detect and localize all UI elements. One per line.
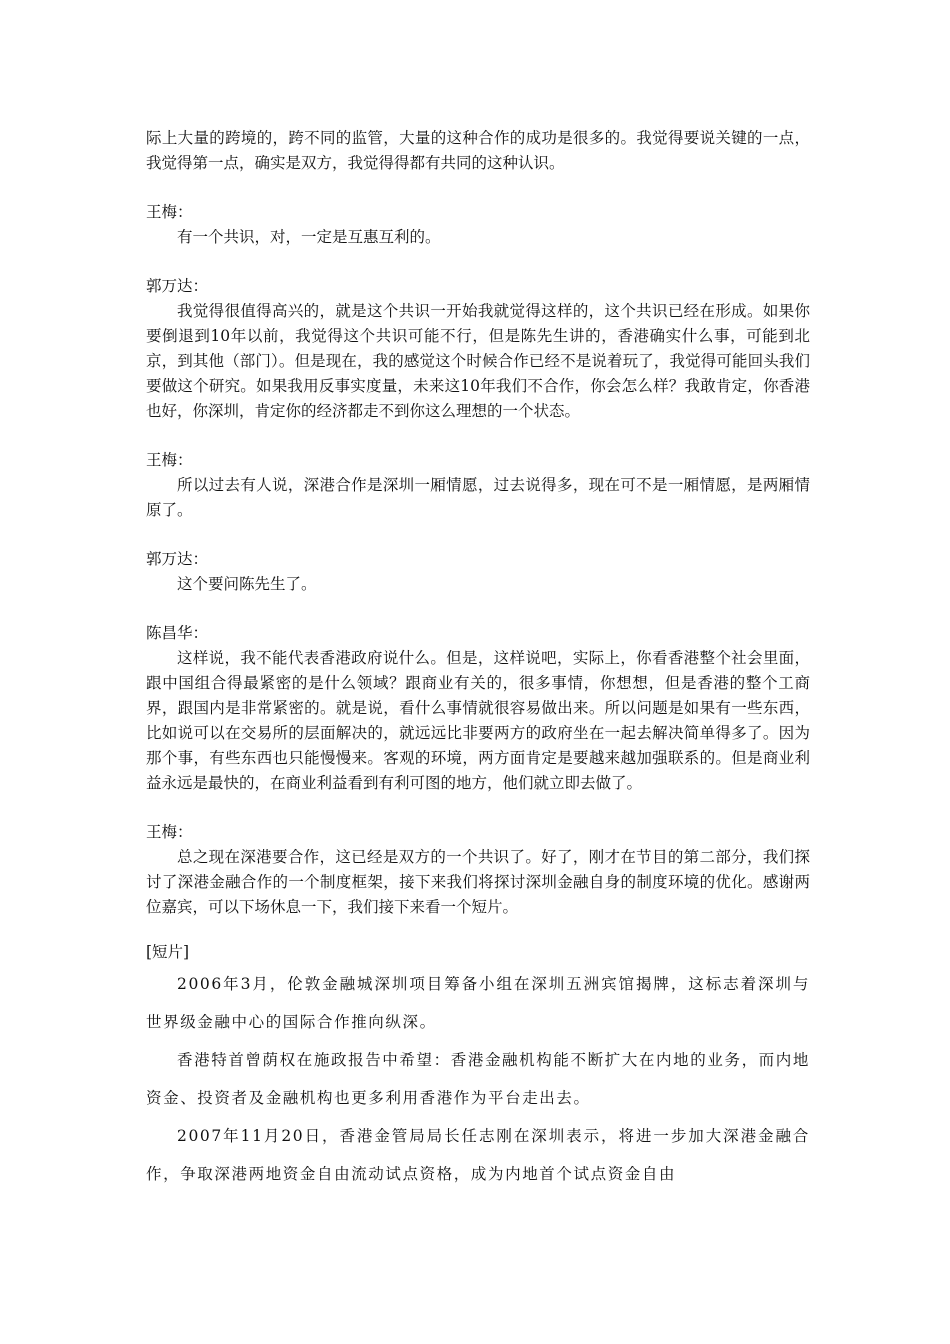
document-page bbox=[146, 126, 810, 1193]
intro-paragraph: 际上大量的跨境的，跨不同的监管，大量的这种合作的成功是很多的。我觉得要说关键的一点，我觉得第一点，确实是双方，我觉得得都有共同的这种认识。 bbox=[146, 129, 810, 172]
dialogue-paragraph: 有一个共识，对，一定是互惠互利的。 bbox=[177, 228, 441, 246]
spacer bbox=[146, 796, 810, 820]
spacer bbox=[146, 424, 810, 448]
speaker-label: 陈昌华： bbox=[146, 624, 209, 642]
spacer bbox=[146, 250, 810, 274]
dialogue-paragraph: 我觉得很值得高兴的，就是这个共识一开始我就觉得这样的，这个共识已经在形成。如果你要倒退到10年以前，我觉得这个共识可能不行，但是陈先生讲的，香港确实什么事，可能到北京，到其他（部门）。但是现在，我的感觉这个时候合作已经不是说着玩了，我觉得可能回头我们要做这个研究。如果我用反事实度量，未来这10年我们不合作，你会怎么样？我敢肯定，你香港也好，你深圳，肯定你的经济都走不到你这么理想的一个状态。 bbox=[146, 302, 810, 420]
clip-paragraph: 2007年11月20日，香港金管局局长任志刚在深圳表示，将进一步加大深港金融合作，争取深港两地资金自由流动试点资格，成为内地首个试点资金自由 bbox=[146, 1127, 810, 1183]
dialogue-paragraph: 这样说，我不能代表香港政府说什么。但是，这样说吧，实际上，你看香港整个社会里面，跟中国组合得最紧密的是什么领域？跟商业有关的，很多事情，你想想，但是香港的整个工商界，跟国内是非常紧密的。就是说，看什么事情就很容易做出来。所以问题是如果有一些东西，比如说可以在交易所的层面解决的，就远远比非要两方的政府坐在一起去解决简单得多了。因为那个事，有些东西也只能慢慢来。客观的环境，两方面肯定是要越来越加强联系的。但是商业利益永远是最快的，在商业利益看到有利可图的地方，他们就立即去做了。 bbox=[146, 649, 810, 792]
speaker-label: 王梅： bbox=[146, 823, 193, 841]
speaker-label: 郭万达： bbox=[146, 550, 209, 568]
dialogue-paragraph: 总之现在深港要合作，这已经是双方的一个共识了。好了，刚才在节目的第二部分，我们探讨了深港金融合作的一个制度框架，接下来我们将探讨深圳金融自身的制度环境的优化。感谢两位嘉宾，可以下场休息一下，我们接下来看一个短片。 bbox=[146, 848, 810, 916]
dialogue-paragraph: 这个要问陈先生了。 bbox=[177, 575, 317, 593]
clip-paragraph: 香港特首曾荫权在施政报告中希望：香港金融机构能不断扩大在内地的业务，而内地资金、投资者及金融机构也更多利用香港作为平台走出去。 bbox=[146, 1051, 810, 1107]
spacer bbox=[146, 920, 810, 940]
speaker-label: 郭万达： bbox=[146, 277, 209, 295]
clip-paragraph: 2006年3月，伦敦金融城深圳项目筹备小组在深圳五洲宾馆揭牌，这标志着深圳与世界级金融中心的国际合作推向纵深。 bbox=[146, 975, 810, 1031]
speaker-label: 王梅： bbox=[146, 451, 193, 469]
speaker-label: 王梅： bbox=[146, 203, 193, 221]
spacer bbox=[146, 523, 810, 547]
spacer bbox=[146, 597, 810, 621]
spacer bbox=[146, 176, 810, 200]
clip-label: [短片] bbox=[146, 943, 190, 961]
dialogue-paragraph: 所以过去有人说，深港合作是深圳一厢情愿，过去说得多，现在可不是一厢情愿，是两厢情原了。 bbox=[146, 476, 810, 519]
